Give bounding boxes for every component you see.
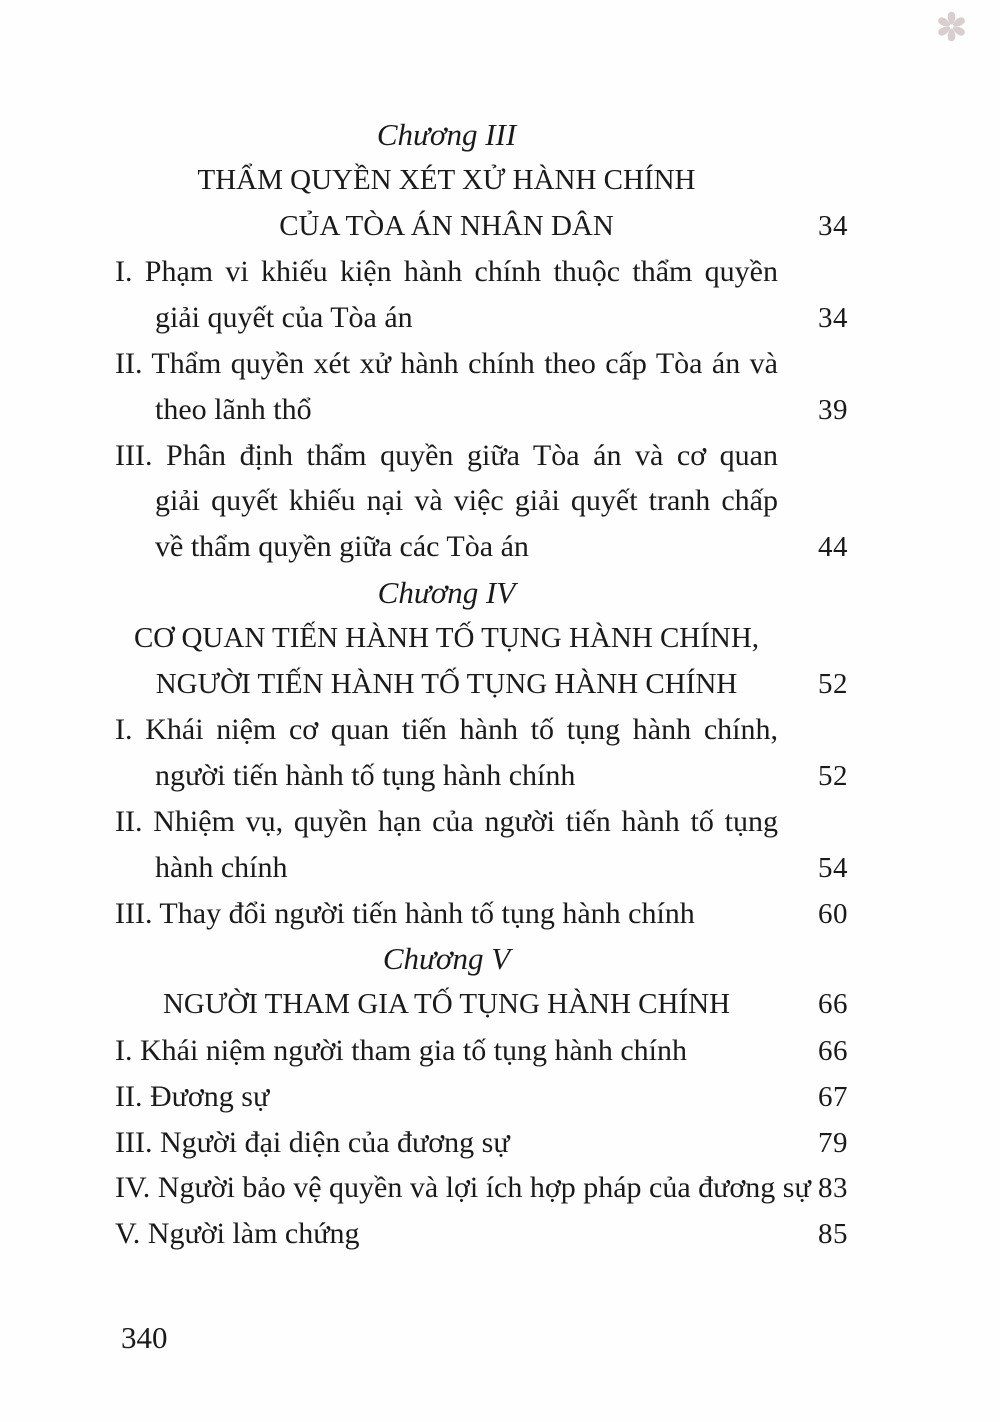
toc-entry-line — [115, 753, 848, 799]
toc-entry-line — [115, 891, 848, 937]
chapter-title-line — [115, 982, 848, 1028]
toc-entry-line — [115, 1028, 848, 1074]
toc-entry-text: III. Phân định thẩm quyền giữa Tòa án và cơ quan — [115, 438, 778, 472]
chapter-label-text: Chương V — [382, 941, 511, 977]
toc-page-number: 54 — [818, 851, 848, 884]
chapter-title-text: CỦA TÒA ÁN NHÂN DÂN — [279, 209, 614, 242]
toc-entry-text: IV. Người bảo vệ quyền và lợi ích hợp pháp của đương sự — [115, 1171, 811, 1205]
chapter-label-text: Chương III — [376, 117, 517, 152]
toc-entry-line — [115, 295, 848, 341]
chapter-label — [115, 112, 848, 158]
toc-page-number: 66 — [818, 988, 848, 1021]
chapter-label-text: Chương IV — [377, 574, 516, 610]
toc-entry-text: III. Người đại diện của đương sự — [115, 1125, 510, 1159]
toc-entry-line — [115, 845, 848, 891]
toc-entry-text: giải quyết của Tòa án — [155, 301, 413, 335]
toc-entry-text: II. Thẩm quyền xét xử hành chính theo cấp Tòa án và — [115, 346, 778, 380]
toc-entry-line — [115, 799, 848, 845]
toc-entry-text: về thẩm quyền giữa các Tòa án — [155, 530, 529, 564]
toc-entry-line — [115, 387, 848, 433]
toc-entry-text: giải quyết khiếu nại và việc giải quyết tranh chấp — [155, 484, 778, 518]
toc-entry-line — [115, 1211, 848, 1257]
flower-ornament-icon — [935, 10, 968, 43]
toc-entry-line — [115, 341, 848, 387]
chapter-title-text: NGƯỜI THAM GIA TỐ TỤNG HÀNH CHÍNH — [162, 988, 731, 1021]
chapter-title-line — [115, 204, 848, 250]
toc-page-number: 52 — [818, 667, 848, 700]
toc-page-number: 66 — [818, 1034, 848, 1067]
toc-entry-text: người tiến hành tố tụng hành chính — [155, 759, 576, 793]
toc-page-number: 79 — [818, 1126, 848, 1159]
toc-entry-text: theo lãnh thổ — [155, 392, 312, 426]
folio-page-number: 340 — [121, 1320, 168, 1355]
chapter-title-line — [115, 616, 848, 662]
toc-entry-text: II. Nhiệm vụ, quyền hạn của người tiến hành tố tụng — [115, 804, 778, 838]
toc-page-number: 34 — [818, 302, 848, 335]
toc-page-number: 52 — [818, 760, 848, 793]
chapter-label — [115, 936, 848, 982]
toc-page-number: 39 — [818, 393, 848, 426]
toc-entry-line — [115, 478, 848, 524]
chapter-title-line — [115, 662, 848, 708]
toc-page-number: 44 — [818, 531, 848, 564]
toc-entry-text: hành chính — [155, 850, 288, 884]
toc-page-number: 34 — [818, 209, 848, 242]
chapter-title-text: CƠ QUAN TIẾN HÀNH TỐ TỤNG HÀNH CHÍNH, — [133, 621, 760, 654]
toc-entry-line — [115, 1165, 848, 1211]
chapter-title-text: NGƯỜI TIẾN HÀNH TỐ TỤNG HÀNH CHÍNH — [155, 667, 738, 700]
toc-entry-line — [115, 524, 848, 570]
toc-entry-text: III. Thay đổi người tiến hành tố tụng hành chính — [115, 896, 695, 930]
toc-entry-text: V. Người làm chứng — [115, 1217, 360, 1251]
toc-entry-text: I. Khái niệm người tham gia tố tụng hành chính — [115, 1033, 688, 1067]
toc-entry-line — [115, 1120, 848, 1166]
toc-entry-line — [115, 1074, 848, 1120]
table-of-contents — [115, 112, 848, 1257]
toc-entry-line — [115, 707, 848, 753]
chapter-label — [115, 570, 848, 616]
toc-page-number: 83 — [818, 1172, 848, 1205]
chapter-title-line — [115, 158, 848, 204]
toc-entry-text: I. Khái niệm cơ quan tiến hành tố tụng hành chính, — [115, 713, 778, 747]
toc-entry-text: I. Phạm vi khiếu kiện hành chính thuộc thẩm quyền — [115, 255, 778, 289]
toc-page-number: 60 — [818, 897, 848, 930]
toc-entry-text: II. Đương sự — [115, 1079, 270, 1113]
chapter-title-text: THẨM QUYỀN XÉT XỬ HÀNH CHÍNH — [197, 163, 696, 196]
toc-entry-line — [115, 249, 848, 295]
toc-page-number: 85 — [818, 1218, 848, 1251]
toc-entry-line — [115, 433, 848, 479]
toc-page-number: 67 — [818, 1080, 848, 1113]
